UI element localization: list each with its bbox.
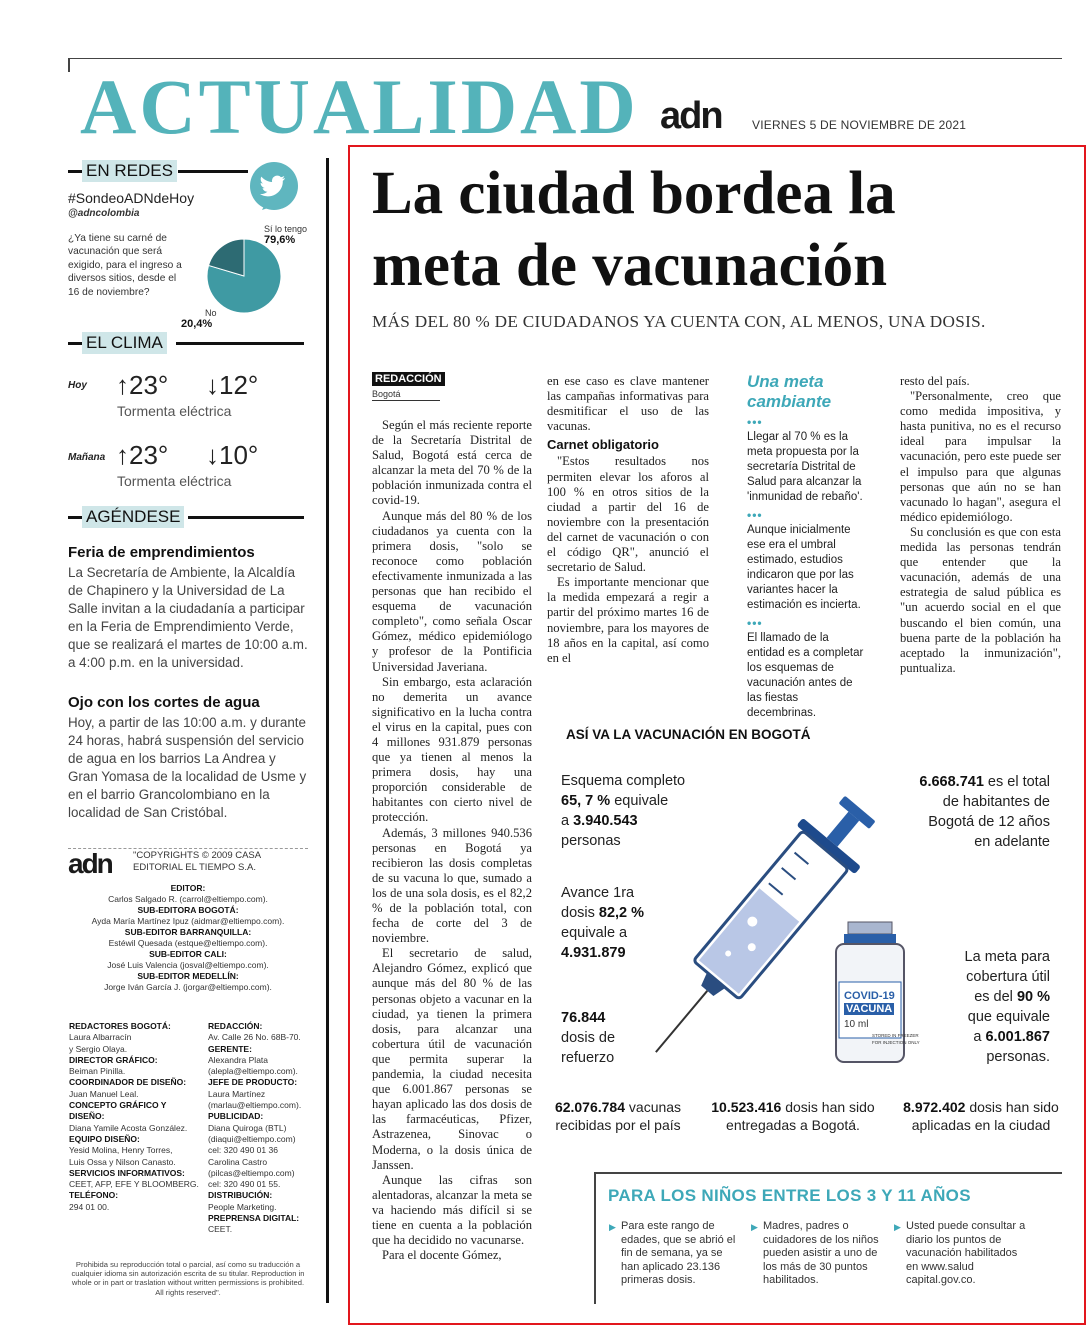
poll-question: ¿Ya tiene su carné de vacunación que será exigido, para el ingreso a diversos sitios, desde el 16 de noviembre? bbox=[68, 233, 182, 298]
stat-line bbox=[561, 903, 711, 923]
credit-line: (pilcas@eltiempo.com) bbox=[208, 1167, 295, 1178]
stat-line bbox=[920, 1027, 1050, 1047]
credit-name: Jorge Iván García J. (jorgar@eltiempo.com). bbox=[104, 982, 272, 992]
credit-role: REDACCIÓN: bbox=[208, 1021, 263, 1031]
stat-text: aplicadas en la ciudad bbox=[911, 1117, 1051, 1133]
stat-value: 62.076.784 bbox=[554, 1099, 626, 1115]
stat-text: equivale bbox=[614, 793, 669, 809]
event-text: Hoy, a partir de las 10:00 a.m. y durante 24 horas, habrá suspensión del servicio de agua en los barrios La Andrea y Gran Yomasa de la localidad de Usme y en el barrio Grancolombiano en la localidad de San Cristóbal. bbox=[68, 715, 307, 820]
sidebox-items bbox=[747, 415, 869, 721]
stat-text: Bogotá de 12 años bbox=[928, 814, 1050, 830]
stat-value: 3.940.543 bbox=[573, 813, 638, 829]
kids-item-text: Usted puede consultar a diario los puntos de vacunación habilitados en www.salud capital.gov.co. bbox=[906, 1220, 1026, 1286]
stat-text: cobertura útil bbox=[966, 969, 1050, 985]
en-redes-header bbox=[68, 160, 208, 182]
stat-line bbox=[708, 1098, 878, 1116]
credit-line: Av. Calle 26 No. 68B-70. bbox=[208, 1032, 301, 1043]
credit-line: cel: 320 490 01 36 bbox=[208, 1145, 278, 1156]
credit-line: CEET. bbox=[208, 1224, 233, 1235]
credit-line: (alepla@eltiempo.com). bbox=[208, 1066, 298, 1077]
stat-recibidas bbox=[548, 1098, 688, 1134]
vial-label-line: VACUNA bbox=[846, 1003, 893, 1015]
staff-credits-right bbox=[208, 1021, 328, 1236]
article-column-4 bbox=[900, 374, 1061, 676]
stat-text: refuerzo bbox=[561, 1050, 615, 1066]
credit-name: Carlos Salgado R. (carrol@eltiempo.com). bbox=[108, 894, 268, 904]
paragraph: El secretario de salud, Alejandro Gómez, explicó que aunque más del 80 % de las personas objeto a vacunar en la ciudad, ya tienen la primera dosis, para alcanzar una cobertura útil de vacunación que permita superar la pandemia, la ciudad necesita que 6.001.867 personas se hayan aplicado las dos dosis de las farmacéuticas, Pfizer, Astrazenea, Sinovac o Moderna, o la dosis única de Janssen. bbox=[372, 946, 532, 1172]
credit-line: Laura Albarracín bbox=[69, 1032, 132, 1043]
credit-role: JEFE DE PRODUCTO: bbox=[208, 1077, 298, 1088]
brand-logo-small: adn bbox=[68, 848, 112, 879]
pie-yes-label: Sí lo tengo bbox=[264, 224, 308, 234]
poll-pie-chart bbox=[205, 237, 283, 315]
credit-role: SUB-EDITORA BOGOTÁ: bbox=[137, 905, 239, 915]
vial-label-line: FOR INJECTION ONLY bbox=[872, 1040, 920, 1045]
stat-text: vacunas bbox=[628, 1099, 682, 1115]
credit-line: cel: 320 490 01 55. bbox=[208, 1179, 281, 1190]
event-title: Ojo con los cortes de agua bbox=[68, 694, 260, 711]
weather-high: ↑23° bbox=[116, 370, 169, 400]
weather-low: ↓12° bbox=[206, 370, 259, 400]
credit-role: SUB-EDITOR BARRANQUILLA: bbox=[124, 927, 252, 937]
paragraph: en ese caso es clave mantener las campañas informativas para desmitificar el uso de las vacunas. bbox=[547, 374, 709, 434]
article-column-2 bbox=[547, 374, 709, 666]
paragraph: "Estos resultados nos permiten elevar los aforos al 100 % en otros sitios de la ciudad a partir del 16 de noviembre con la presentación del carnet de vacunación o con el código QR", anunció el secretario de Salud. bbox=[547, 454, 709, 575]
pie-no-label: No bbox=[205, 308, 217, 318]
credit-role: REDACTORES BOGOTÁ: bbox=[69, 1021, 171, 1031]
kids-title: PARA LOS NIÑOS ENTRE LOS 3 Y 11 AÑOS bbox=[608, 1186, 971, 1205]
paragraph: Su conclusión es que con esta medida las personas tendrán que entender que la vacunación, además de una estrategia de salud pública es "un acuerdo social en el que buscando el bien común, una buena parte de la población ha aceptado la inmunización", puntualiza. bbox=[900, 524, 1061, 675]
credit-line: (marlau@eltiempo.com). bbox=[208, 1100, 302, 1111]
credit-name: Estéwil Quesada (estque@eltiempo.com). bbox=[108, 938, 268, 948]
bullet-dots-icon: ••• bbox=[747, 508, 763, 522]
stat-habitantes bbox=[880, 772, 1050, 852]
sidebox-item: Llegar al 70 % es la meta propuesta por la secretaría Distrital de Salud para alcanzar la 'inmunidad de rebaño'. bbox=[747, 431, 863, 503]
credit-line: Beiman Pinilla. bbox=[69, 1066, 126, 1077]
stat-value: 82,2 % bbox=[598, 905, 645, 921]
paragraph: Aunque las cifras son alentadoras, alcanzar la meta se va haciendo más difícil si se tiene en cuenta a la población que ha decidido no vacunarse. bbox=[372, 1172, 532, 1248]
header-bar bbox=[178, 170, 248, 173]
stat-value: 76.844 bbox=[561, 1010, 606, 1026]
credit-line: Laura Martínez bbox=[208, 1088, 266, 1099]
credit-name: José Luis Valencia (josval@eltiempo.com). bbox=[107, 960, 269, 970]
credit-role: PREPRENSA DIGITAL: bbox=[208, 1213, 300, 1224]
kids-item-text: Para este rango de edades, que se abrió el fin de semana, ya se han aplicado 23.136 primeras dosis. bbox=[621, 1220, 736, 1286]
credit-role: DIRECTOR GRÁFICO: bbox=[69, 1054, 158, 1065]
stat-text: es el total bbox=[987, 774, 1050, 790]
top-rule bbox=[68, 58, 1062, 59]
event-text: La Secretaría de Ambiente, la Alcaldía de Chapinero y la Universidad de La Salle invitan a la ciudadanía a participar en la Feria de Emprendimiento Verde, que se realizará el martes de 10:00 a.m. a 4:00 p.m. en la universidad. bbox=[68, 565, 308, 670]
stat-text: recibidas por el país bbox=[555, 1117, 681, 1133]
column-body bbox=[900, 389, 1061, 676]
sidebox-title: Una meta cambiante bbox=[747, 372, 832, 411]
arrow-icon: ▶ bbox=[751, 1222, 758, 1232]
kids-item-text: Madres, padres o cuidadores de los niños pueden asistir a uno de los más de 30 puntos habilitados. bbox=[763, 1220, 879, 1286]
stat-avance bbox=[561, 883, 711, 963]
credit-line: Yesid Molina, Henry Torres, bbox=[69, 1145, 173, 1156]
stat-text: dosis han sido bbox=[785, 1099, 875, 1115]
stat-text: es del bbox=[974, 989, 1013, 1005]
stat-value: 6.668.741 bbox=[919, 774, 984, 790]
stat-text: a bbox=[973, 1029, 982, 1045]
weather-day-label: Hoy bbox=[68, 380, 87, 391]
headline-line: La ciudad bordea la bbox=[372, 160, 896, 227]
stat-value: 6.001.867 bbox=[985, 1029, 1050, 1045]
dateline: Bogotá bbox=[372, 389, 440, 401]
stat-line bbox=[548, 1098, 688, 1116]
credit-role: GERENTE: bbox=[208, 1043, 252, 1054]
stat-meta bbox=[920, 947, 1050, 1067]
vial-label-line: COVID-19 bbox=[844, 990, 895, 1002]
issue-date: VIERNES 5 DE NOVIEMBRE DE 2021 bbox=[752, 118, 967, 132]
section-title: ACTUALIDAD bbox=[80, 63, 639, 150]
section-heading: Carnet obligatorio bbox=[547, 437, 659, 453]
credit-role: SUB-EDITOR CALI: bbox=[149, 949, 227, 959]
vial-label-line: 10 ml bbox=[844, 1019, 869, 1030]
weather-condition: Tormenta eléctrica bbox=[117, 473, 232, 489]
el-clima-header bbox=[68, 332, 308, 354]
stat-line bbox=[561, 791, 711, 811]
header-bar bbox=[176, 342, 304, 345]
stat-value: 10.523.416 bbox=[711, 1099, 782, 1115]
header-label: AGÉNDESE bbox=[82, 506, 184, 528]
stat-text: La meta para bbox=[964, 949, 1050, 965]
credit-line: Alexandra Plata bbox=[208, 1054, 269, 1065]
copyright-text: "COPYRIGHTS © 2009 CASA EDITORIAL EL TIEMPO S.A. bbox=[133, 850, 261, 873]
stat-text: Avance 1ra bbox=[561, 885, 635, 901]
bullet-dots-icon: ••• bbox=[747, 415, 763, 429]
credit-role: EDITOR: bbox=[170, 883, 206, 893]
column-rule bbox=[326, 158, 329, 1303]
hashtag: #SondeoADNdeHoy bbox=[68, 190, 195, 206]
stat-value: 90 % bbox=[1016, 989, 1050, 1005]
credit-name: Ayda María Martínez Ipuz (aidmar@eltiempo.com). bbox=[91, 916, 285, 926]
paragraph: Además, 3 millones 940.536 personas en Bogotá ya recibieron las dosis completas de su vacuna lo que, sumado a los de una sola dosis, es el 82,2 % de la población total, con fecha de corte del 3 de noviembre. bbox=[372, 825, 532, 946]
stat-line bbox=[898, 1098, 1064, 1116]
paragraph: "Personalmente, creo que como medida impositiva, y hasta punitiva, no es el recurso ideal para impulsar la vacunación, pero este puede ser el impulso para que algunas personas que aún no se han vacunado lo hagan", asegura el médico epidemiólogo. bbox=[900, 389, 1061, 524]
stat-line bbox=[561, 811, 711, 831]
stat-aplicadas bbox=[898, 1098, 1064, 1134]
stat-value: 65, 7 % bbox=[561, 793, 611, 809]
header-bar bbox=[68, 342, 83, 345]
event-title: Feria de emprendimientos bbox=[68, 544, 255, 561]
article-column-1 bbox=[372, 418, 532, 1263]
pie-yes-value: 79,6% bbox=[264, 234, 296, 246]
infographic-title: ASÍ VA LA VACUNACIÓN EN BOGOTÁ bbox=[566, 727, 811, 742]
stat-text: dosis bbox=[561, 905, 595, 921]
pie-no-value: 20,4% bbox=[181, 318, 213, 330]
stat-line bbox=[561, 1008, 661, 1028]
paragraph: Es importante mencionar que la medida empezará a regir a partir del próximo martes 16 de noviembre, para los mayores de 18 años en la capital, así como en el bbox=[547, 575, 709, 665]
credit-role: SERVICIOS INFORMATIVOS: bbox=[69, 1167, 185, 1178]
arrow-icon: ▶ bbox=[609, 1222, 616, 1232]
stat-value: 4.931.879 bbox=[561, 945, 626, 961]
weather-day-label: Mañana bbox=[68, 452, 106, 463]
credit-role: DISTRIBUCIÓN: bbox=[208, 1190, 273, 1201]
kids-item bbox=[609, 1220, 741, 1288]
brand-logo: adn bbox=[660, 95, 722, 137]
sidebox-meta bbox=[747, 372, 869, 721]
credit-role: SUB-EDITOR MEDELLÍN: bbox=[137, 971, 239, 981]
stat-text: a bbox=[561, 813, 570, 829]
stat-value: 8.972.402 bbox=[903, 1099, 966, 1115]
weather-condition: Tormenta eléctrica bbox=[117, 403, 232, 419]
stat-text: dosis de bbox=[561, 1030, 616, 1046]
weather-high: ↑23° bbox=[116, 440, 169, 470]
header-label: EN REDES bbox=[82, 160, 177, 182]
byline: REDACCIÓN bbox=[372, 372, 445, 386]
stat-refuerzo bbox=[561, 1008, 661, 1068]
stat-text: equivale a bbox=[561, 925, 628, 941]
credit-line: Diana Quiroga (BTL) bbox=[208, 1122, 287, 1133]
credit-role: PUBLICIDAD: bbox=[208, 1111, 264, 1122]
stat-text: personas bbox=[561, 833, 621, 849]
stat-line bbox=[561, 943, 711, 963]
sidebox-item: El llamado de la entidad es a completar los esquemas de vacunación antes de las fiestas decembrinas. bbox=[747, 632, 864, 719]
stat-text: personas. bbox=[986, 1049, 1050, 1065]
paragraph: Según el más reciente reporte de la Secretaría Distrital de Salud, Bogotá está cerca de alcanzar la meta del 70 % de la población inmunizada contra el covid-19. bbox=[372, 418, 532, 508]
credit-line: CEET, AFP, EFE Y BLOOMBERG. bbox=[69, 1179, 199, 1190]
agendese-header bbox=[68, 506, 308, 528]
paragraph: resto del país. bbox=[900, 374, 970, 388]
sidebox-item: Aunque inicialmente ese era el umbral estimado, estudios indicaron que por las variantes hacer la estimación es incierta. bbox=[747, 524, 861, 611]
kids-item bbox=[894, 1220, 1030, 1288]
twitter-icon bbox=[248, 160, 300, 212]
stat-entregadas bbox=[708, 1098, 878, 1134]
stat-line bbox=[920, 987, 1050, 1007]
header-bar bbox=[68, 170, 83, 173]
paragraph: Aunque más del 80 % de los ciudadanos ya cuenta con la primera dosis, "solo se reconoce como población efectivamente inmunizada a las personas que han recibido el esquema de vacunación completo", como señala Oscar Gómez, médico epidemiólogo y profesor de la Pontificia Universidad Javeriana. bbox=[372, 508, 532, 674]
stat-esquema bbox=[561, 771, 711, 851]
editors-credits bbox=[68, 883, 308, 993]
credit-line: People Marketing. bbox=[208, 1201, 277, 1212]
staff-credits-left bbox=[69, 1021, 204, 1213]
credit-line: Diana Yamile Acosta González. bbox=[69, 1122, 188, 1133]
header-bar bbox=[68, 516, 83, 519]
stat-text: que equivale bbox=[967, 1009, 1050, 1025]
credit-line: 294 01 00. bbox=[69, 1201, 110, 1212]
header-bar bbox=[188, 516, 304, 519]
stat-text: entregadas a Bogotá. bbox=[726, 1117, 860, 1133]
credit-role: CONCEPTO GRÁFICO Y DISEÑO: bbox=[69, 1100, 167, 1122]
credit-line: (diaqui@eltiempo.com) bbox=[208, 1133, 296, 1144]
paragraph: Sin embargo, esta aclaración no demerita un avance significativo en la lucha contra el virus en la capital, pues con 4 millones 931.879 personas que ya tienen al menos la primera dosis, hay una proporción considerable de habitantes con cierto nivel de protección. bbox=[372, 674, 532, 825]
header-label: EL CLIMA bbox=[82, 332, 167, 354]
headline-line: meta de vacunación bbox=[372, 232, 888, 299]
stat-text: Esquema completo bbox=[561, 773, 686, 789]
credit-line: Carolina Castro bbox=[208, 1156, 268, 1167]
credit-line: Juan Manuel Leal. bbox=[69, 1088, 139, 1099]
stat-line bbox=[880, 772, 1050, 792]
kids-item bbox=[751, 1220, 883, 1288]
social-handle: @adncolombia bbox=[68, 208, 140, 219]
headline bbox=[372, 158, 896, 302]
disclaimer: Prohibida su reproducción total o parcial, así como su traducción a cualquier idioma sin autorización escrita de su titular. Reproduction in whole or in part or traslation without written permissions is prohibited. All rights reserved". bbox=[71, 1260, 305, 1297]
credit-role: EQUIPO DISEÑO: bbox=[69, 1133, 140, 1144]
credit-line: Luis Ossa y Nilson Canasto. bbox=[69, 1156, 176, 1167]
stat-text: de habitantes de bbox=[942, 794, 1050, 810]
bullet-dots-icon: ••• bbox=[747, 616, 763, 630]
credit-role: TELÉFONO: bbox=[69, 1190, 119, 1201]
column-body bbox=[547, 454, 709, 665]
subhead: MÁS DEL 80 % DE CIUDADANOS YA CUENTA CON, AL MENOS, UNA DOSIS. bbox=[372, 312, 986, 331]
weather-low: ↓10° bbox=[206, 440, 259, 470]
arrow-icon: ▶ bbox=[894, 1222, 901, 1232]
stat-text: en adelante bbox=[974, 834, 1050, 850]
credit-line: y Sergio Olaya. bbox=[69, 1043, 128, 1054]
stat-text: dosis han sido bbox=[969, 1099, 1059, 1115]
vial-label-line: STORED IN FREEZER bbox=[872, 1033, 919, 1038]
paragraph: Para el docente Gómez, bbox=[382, 1248, 502, 1263]
top-rule-tick bbox=[68, 58, 70, 72]
credit-role: COORDINADOR DE DISEÑO: bbox=[69, 1077, 187, 1088]
